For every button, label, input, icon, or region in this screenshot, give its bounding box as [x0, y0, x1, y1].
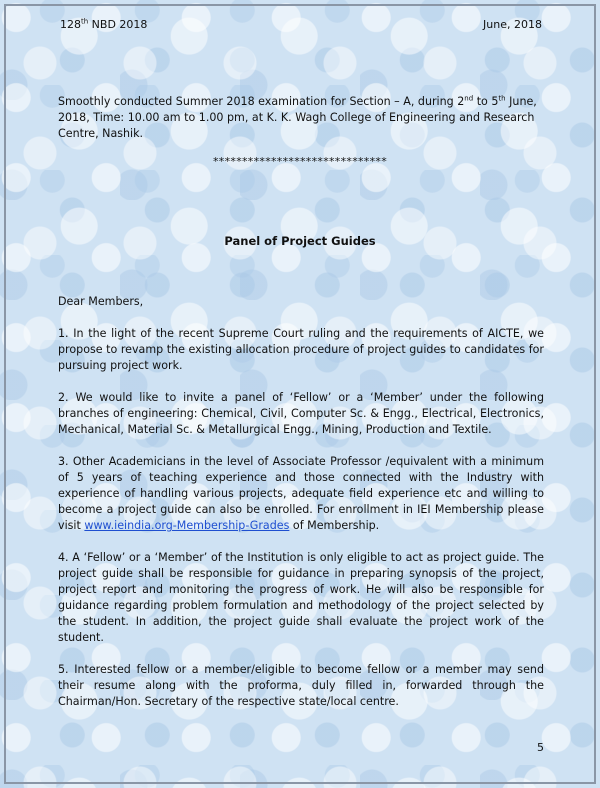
greeting: Dear Members,: [58, 295, 144, 308]
intro-sup-2: th: [498, 94, 506, 103]
membership-link[interactable]: www.ieindia.org-Membership-Grades: [84, 519, 290, 532]
intro-text-1: Smoothly conducted Summer 2018 examination for Section – A, during 2: [58, 95, 465, 108]
issue-date: June, 2018: [483, 18, 542, 31]
paragraph-3-tail: of Membership.: [289, 519, 380, 532]
section-title: Panel of Project Guides: [224, 234, 376, 248]
issue-header: [60, 18, 147, 31]
paragraph-5: 5. Interested fellow or a member/eligible to become fellow or a member may send their resume along with the proforma, duly filled in, forwarded through the Chairman/Hon. Secretary of the respective state/local centre.: [58, 663, 544, 708]
paragraph-3-text: 3. Other Academicians in the level of Associate Professor /equivalent with a minimum of 5 years of teaching experience and those connected with the Industry with experience of handling various projects, adequate field experience etc and willing to become a project guide can also be enrolled. For enrollment in IEI Membership please visit: [58, 455, 544, 532]
issue-number: 128: [60, 18, 81, 31]
letter-body: [58, 294, 544, 710]
intro-paragraph: [58, 94, 544, 142]
intro-sup-1: nd: [464, 94, 474, 103]
separator: ******************************: [213, 155, 387, 168]
issue-superscript: th: [81, 17, 89, 26]
paragraph-2: 2. We would like to invite a panel of ‘Fellow’ or a ‘Member’ under the following branches of engineering: Chemical, Civil, Computer Sc. & Engg., Electrical, Electronics, Mechanical, Material Sc. & Metallurgical Engg., Mining, Production and Textile.: [58, 391, 544, 436]
paragraph-1: 1. In the light of the recent Supreme Court ruling and the requirements of AICTE, we propose to revamp the existing allocation procedure of project guides to candidates for pursuing project work.: [58, 327, 544, 372]
page-number: 5: [537, 741, 544, 754]
intro-text-3: June, 2018, Time: 10.00 am to 1.00 pm, at K. K. Wagh College of Engineering and Research Centre, Nashik.: [58, 95, 537, 140]
intro-text-2: to 5: [473, 95, 499, 108]
issue-label: NBD 2018: [88, 18, 148, 31]
paragraph-4: 4. A ‘Fellow’ or a ‘Member’ of the Institution is only eligible to act as project guide. The project guide shall be responsible for guidance in preparing synopsis of the project, project report and monitoring the progress of work. He will also be responsible for guidance regarding problem formulation and methodology of the project selected by the student. In addition, the project guide shall evaluate the project work of the student.: [58, 551, 544, 644]
paragraph-3: [58, 454, 544, 534]
